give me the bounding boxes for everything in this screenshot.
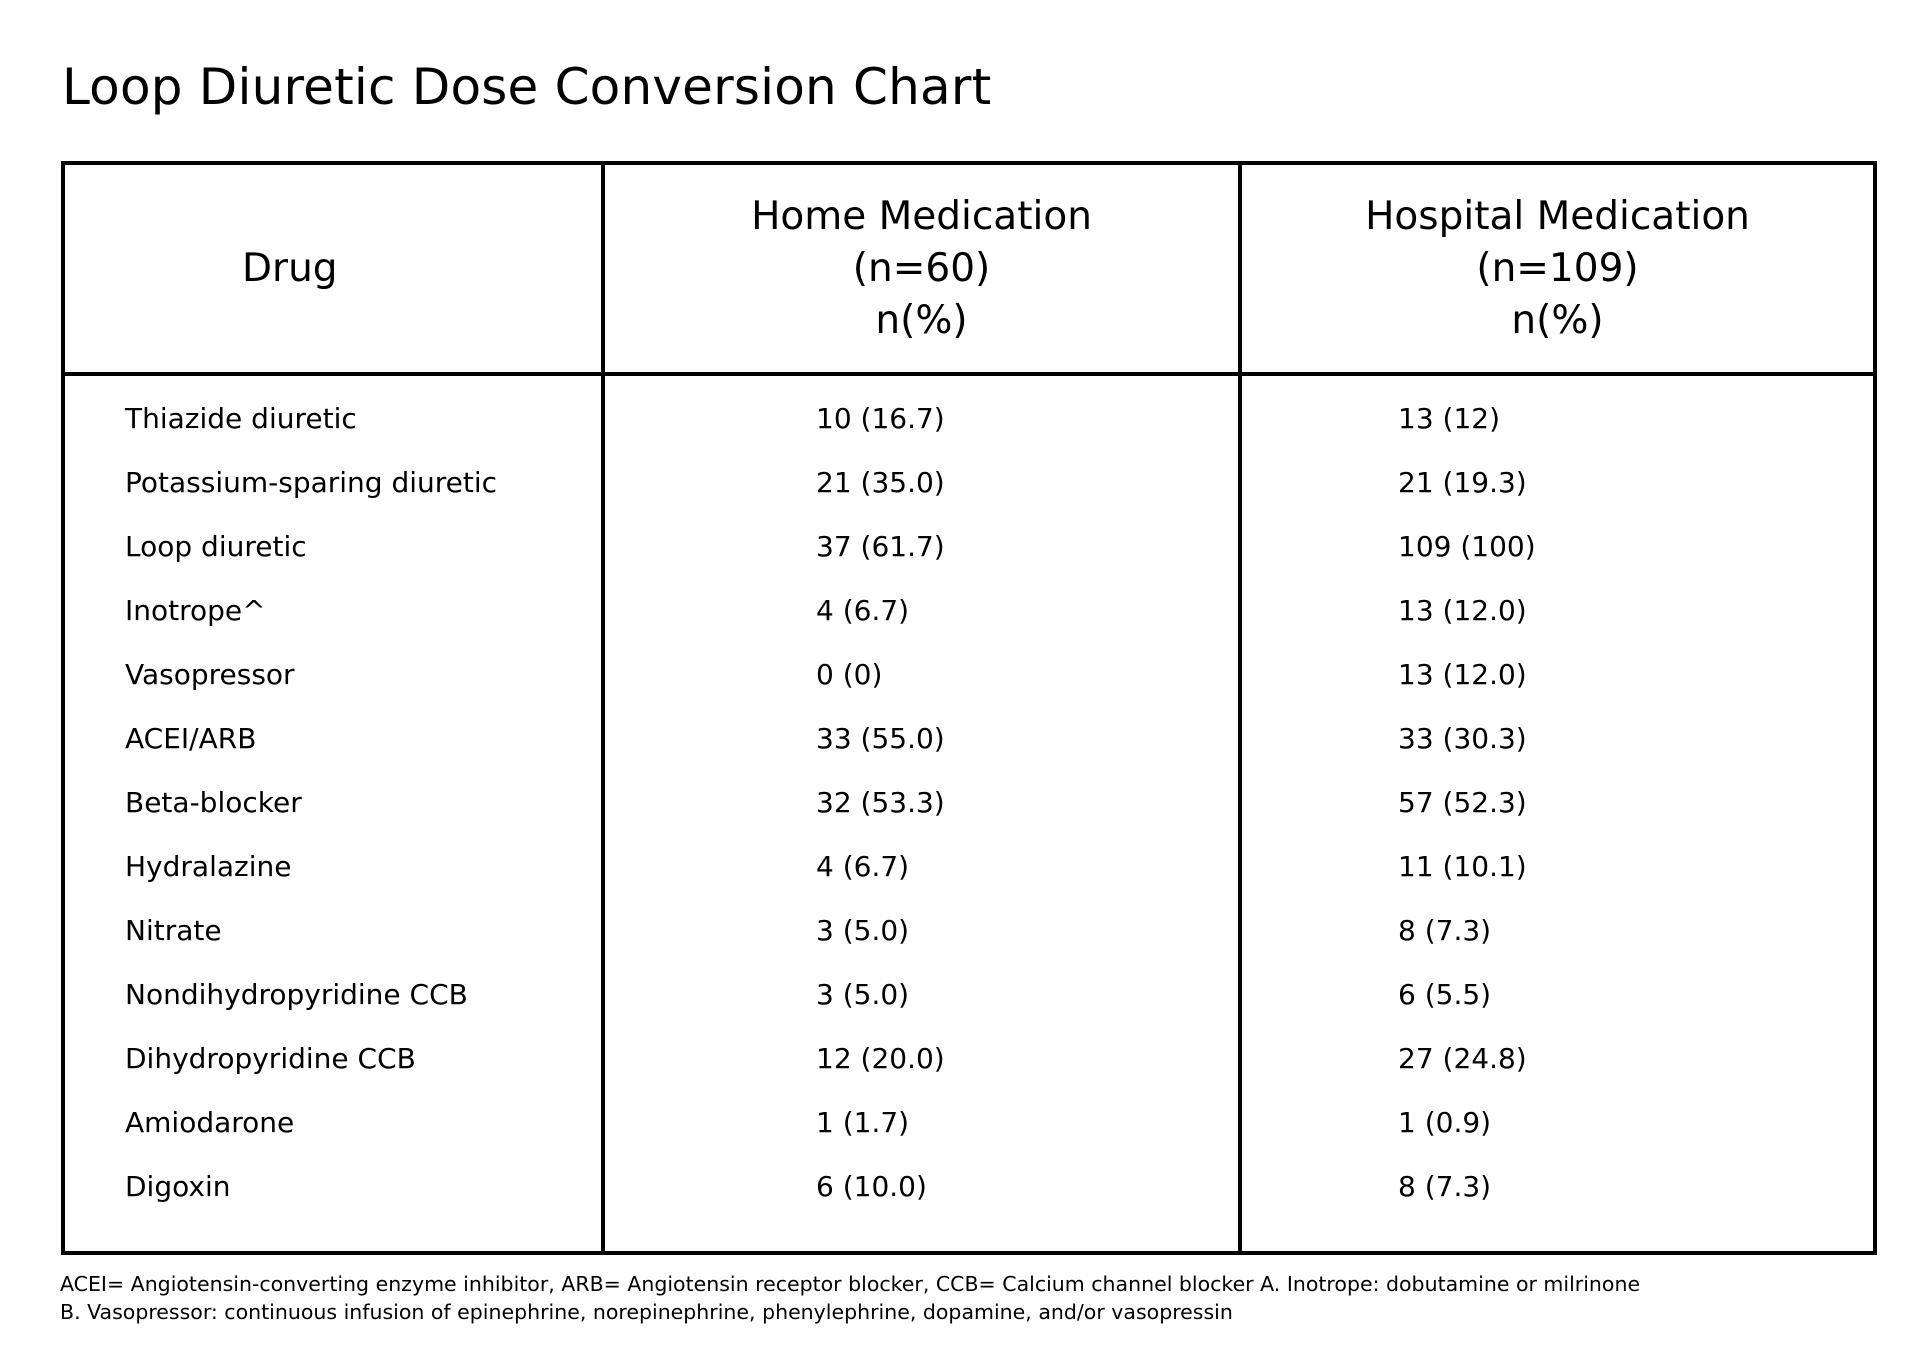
footnote: [60, 1270, 1640, 1326]
header-home-medication: [603, 163, 1240, 374]
home-value: 6 (10.0): [603, 1154, 1240, 1218]
home-value: 32 (53.3): [603, 770, 1240, 834]
hospital-value: 33 (30.3): [1240, 706, 1875, 770]
table-row: [63, 770, 1875, 834]
header-drug: Drug: [63, 163, 603, 374]
hospital-value: 8 (7.3): [1240, 898, 1875, 962]
hospital-value: 13 (12): [1240, 374, 1875, 450]
hospital-value: 109 (100): [1240, 514, 1875, 578]
home-value: 3 (5.0): [603, 962, 1240, 1026]
footnote-line-vasopressor: B. Vasopressor: continuous infusion of epinephrine, norepinephrine, phenylephrine, dopamine, and/or vasopressin: [60, 1300, 1233, 1324]
table-header-row: [63, 163, 1875, 374]
table-row: [63, 706, 1875, 770]
medication-table: [61, 161, 1877, 1255]
home-value: 12 (20.0): [603, 1026, 1240, 1090]
hospital-value: 6 (5.5): [1240, 962, 1875, 1026]
header-hospital-medication: [1240, 163, 1875, 374]
table-row: [63, 374, 1875, 450]
table-row: [63, 450, 1875, 514]
drug-name: Inotrope^: [63, 578, 603, 642]
table-row: [63, 642, 1875, 706]
table-row: [63, 1154, 1875, 1218]
drug-name: Amiodarone: [63, 1090, 603, 1154]
drug-name: Dihydropyridine CCB: [63, 1026, 603, 1090]
drug-name: Nondihydropyridine CCB: [63, 962, 603, 1026]
hospital-value: 13 (12.0): [1240, 642, 1875, 706]
hospital-value: 21 (19.3): [1240, 450, 1875, 514]
header-home-title: Home Medication: [751, 193, 1092, 239]
page-title: Loop Diuretic Dose Conversion Chart: [62, 58, 992, 116]
hospital-value: 57 (52.3): [1240, 770, 1875, 834]
header-home-unit: n(%): [875, 297, 968, 343]
header-hospital-unit: n(%): [1511, 297, 1604, 343]
header-hospital-title: Hospital Medication: [1365, 193, 1750, 239]
table-row: [63, 834, 1875, 898]
drug-name: Loop diuretic: [63, 514, 603, 578]
home-value: 3 (5.0): [603, 898, 1240, 962]
table-row: [63, 514, 1875, 578]
hospital-value: 11 (10.1): [1240, 834, 1875, 898]
header-hospital-n: (n=109): [1476, 245, 1639, 291]
table-row: [63, 578, 1875, 642]
home-value: 0 (0): [603, 642, 1240, 706]
table-row: [63, 1090, 1875, 1154]
home-value: 21 (35.0): [603, 450, 1240, 514]
hospital-value: 13 (12.0): [1240, 578, 1875, 642]
hospital-value: 1 (0.9): [1240, 1090, 1875, 1154]
hospital-value: 27 (24.8): [1240, 1026, 1875, 1090]
home-value: 4 (6.7): [603, 578, 1240, 642]
drug-name: Beta-blocker: [63, 770, 603, 834]
drug-name: ACEI/ARB: [63, 706, 603, 770]
drug-name: Digoxin: [63, 1154, 603, 1218]
home-value: 4 (6.7): [603, 834, 1240, 898]
hospital-value: 8 (7.3): [1240, 1154, 1875, 1218]
table-row: [63, 898, 1875, 962]
table-bottom-spacer: [63, 1218, 1875, 1253]
home-value: 37 (61.7): [603, 514, 1240, 578]
home-value: 1 (1.7): [603, 1090, 1240, 1154]
drug-name: Thiazide diuretic: [63, 374, 603, 450]
drug-name: Hydralazine: [63, 834, 603, 898]
drug-name: Nitrate: [63, 898, 603, 962]
drug-name: Vasopressor: [63, 642, 603, 706]
header-home-n: (n=60): [852, 245, 991, 291]
table-row: [63, 962, 1875, 1026]
table-row: [63, 1026, 1875, 1090]
footnote-line-abbreviations: ACEI= Angiotensin-converting enzyme inhibitor, ARB= Angiotensin receptor blocker, CCB= Calcium channel blocker A. Inotrope: dobutamine or milrinone: [60, 1272, 1641, 1296]
home-value: 33 (55.0): [603, 706, 1240, 770]
home-value: 10 (16.7): [603, 374, 1240, 450]
drug-name: Potassium-sparing diuretic: [63, 450, 603, 514]
